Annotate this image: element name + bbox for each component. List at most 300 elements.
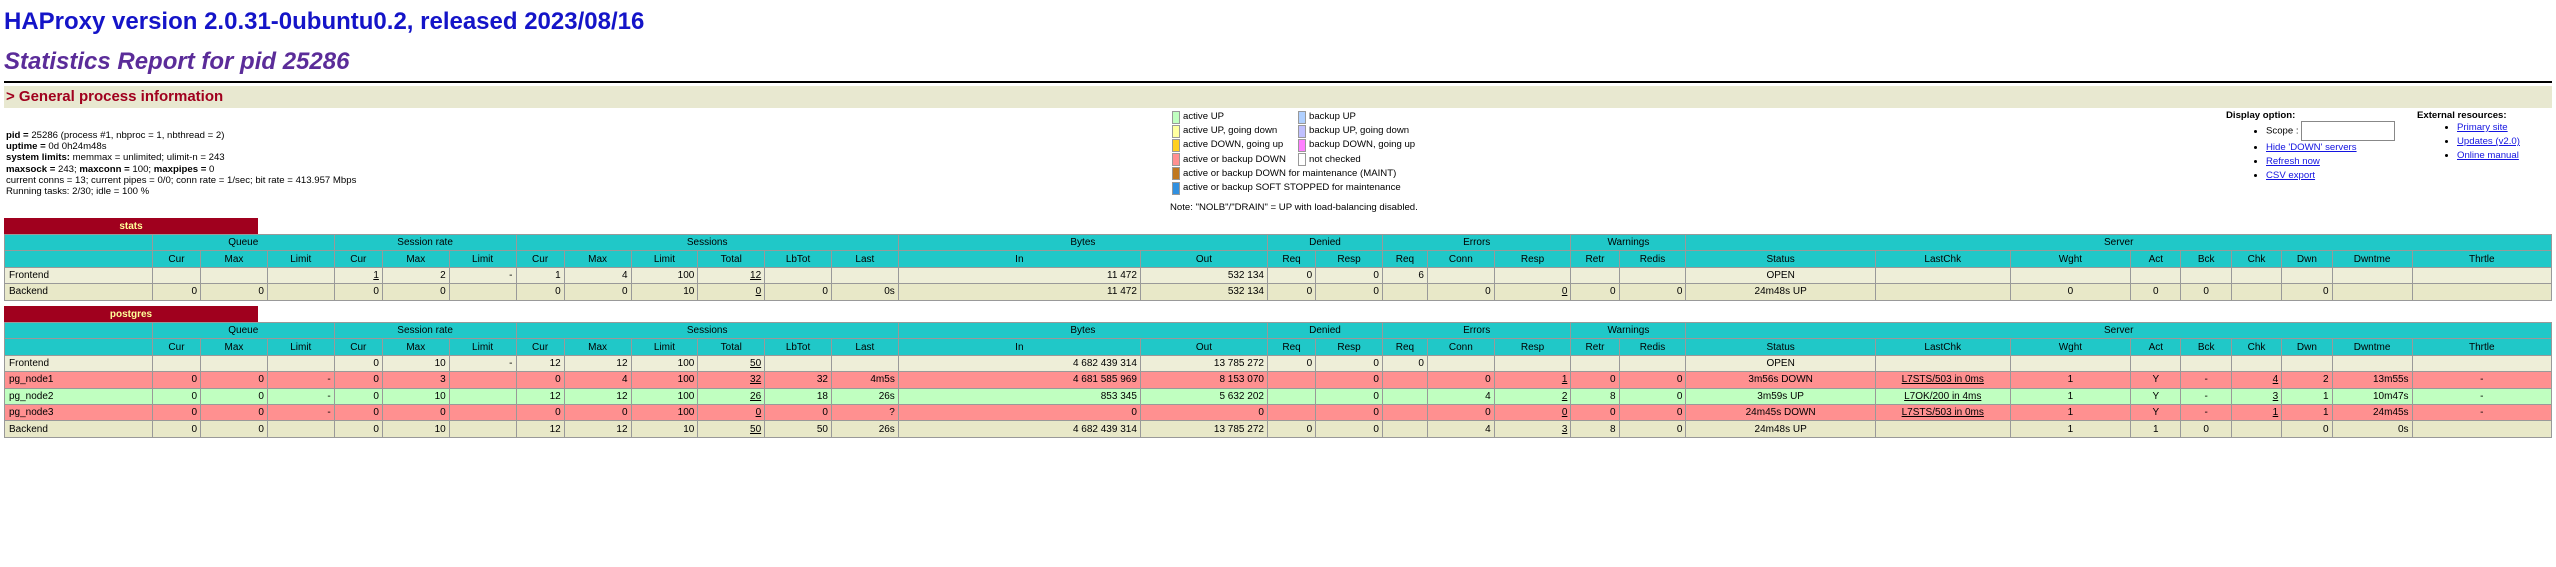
table-cell: 0 — [1619, 284, 1686, 300]
table-cell: 8 — [1571, 388, 1619, 404]
table-cell — [449, 284, 516, 300]
table-cell — [1382, 404, 1427, 420]
table-cell[interactable]: 50 — [698, 355, 765, 371]
page-title: HAProxy version 2.0.31-0ubuntu0.2, released 2023/08/16 — [4, 8, 645, 35]
column-header: Max — [564, 251, 631, 267]
table-cell: 1 — [2010, 372, 2130, 388]
table-cell: OPEN — [1686, 267, 1876, 283]
table-cell: 2 — [2282, 372, 2332, 388]
table-cell[interactable]: 0 — [1494, 404, 1571, 420]
hide-down-link[interactable]: Hide 'DOWN' servers — [2266, 142, 2357, 153]
table-cell — [449, 388, 516, 404]
legend-swatch — [1172, 111, 1180, 124]
divider — [4, 81, 2552, 83]
column-header: Bck — [2181, 251, 2231, 267]
table-cell: 853 345 — [898, 388, 1140, 404]
table-cell: 100 — [631, 267, 698, 283]
table-cell: - — [449, 267, 516, 283]
table-cell: 24m48s UP — [1686, 421, 1876, 437]
table-cell: 100 — [631, 372, 698, 388]
legend-label: active or backup SOFT STOPPED for maintenance — [1183, 181, 1401, 193]
table-cell: 1 — [2282, 404, 2332, 420]
group-header: Denied — [1267, 235, 1382, 251]
column-header: Max — [201, 339, 268, 355]
group-header — [5, 235, 153, 251]
legend-item — [1298, 153, 1415, 167]
table-cell: 0 — [334, 404, 382, 420]
table-cell[interactable]: 50 — [698, 421, 765, 437]
table-cell: 0 — [1316, 267, 1383, 283]
row-name[interactable]: pg_node3 — [5, 404, 153, 420]
table-cell: 12 — [516, 355, 564, 371]
column-header: Cur — [516, 251, 564, 267]
table-row — [5, 284, 2552, 300]
table-cell — [2010, 355, 2130, 371]
table-cell: 0 — [1619, 372, 1686, 388]
column-header: Status — [1686, 251, 1876, 267]
table-cell: 1 — [516, 267, 564, 283]
table-cell: 0 — [201, 404, 268, 420]
table-cell: - — [2412, 372, 2551, 388]
legend-item — [1172, 167, 1401, 181]
table-cell: L7STS/503 in 0ms — [1875, 404, 2010, 420]
table-cell[interactable]: 1 — [1494, 372, 1571, 388]
column-header: Last — [831, 339, 898, 355]
table-cell[interactable]: 4 — [2231, 372, 2281, 388]
group-header: Queue — [152, 235, 334, 251]
legend-swatch — [1172, 125, 1180, 138]
table-cell[interactable]: 1 — [2231, 404, 2281, 420]
group-header: Bytes — [898, 323, 1267, 339]
table-cell: 12 — [564, 421, 631, 437]
table-cell — [449, 421, 516, 437]
table-cell[interactable]: 2 — [1494, 388, 1571, 404]
table-cell: 0 — [334, 388, 382, 404]
table-cell: 0 — [152, 284, 200, 300]
table-cell — [1382, 421, 1427, 437]
csv-export-link[interactable]: CSV export — [2266, 170, 2316, 181]
table-cell — [2412, 284, 2551, 300]
table-cell: 0 — [898, 404, 1140, 420]
table-cell: 4 681 585 969 — [898, 372, 1140, 388]
table-cell: 0 — [765, 284, 832, 300]
table-cell: 3m59s UP — [1686, 388, 1876, 404]
table-cell: 0 — [1427, 372, 1494, 388]
table-cell — [267, 421, 334, 437]
column-header: Limit — [267, 339, 334, 355]
table-cell: 12 — [564, 388, 631, 404]
table-cell: 10m47s — [2332, 388, 2412, 404]
table-cell: 0 — [201, 388, 268, 404]
updates-link[interactable]: Updates (v2.0) — [2457, 136, 2520, 147]
table-cell — [1875, 421, 2010, 437]
table-cell: 8 — [1571, 421, 1619, 437]
table-cell: 100 — [631, 404, 698, 420]
table-cell — [1427, 355, 1494, 371]
legend-label: active UP — [1183, 111, 1225, 122]
column-header: Status — [1686, 339, 1876, 355]
legend-label: not checked — [1309, 153, 1361, 165]
table-cell: - — [2181, 372, 2231, 388]
table-cell: 0 — [1382, 355, 1427, 371]
table-cell: 0 — [1267, 284, 1315, 300]
column-header: Thrtle — [2412, 339, 2551, 355]
group-header: Errors — [1382, 323, 1570, 339]
table-cell: 0 — [334, 284, 382, 300]
column-header: Cur — [334, 251, 382, 267]
group-header — [5, 323, 153, 339]
table-cell: 0 — [152, 404, 200, 420]
table-cell: 0 — [1267, 267, 1315, 283]
table-cell: 4 — [564, 267, 631, 283]
column-header: Dwn — [2282, 251, 2332, 267]
column-header: Retr — [1571, 339, 1619, 355]
column-header: Redis — [1619, 339, 1686, 355]
table-cell: 3 — [382, 372, 449, 388]
table-cell — [1494, 355, 1571, 371]
row-name: Frontend — [5, 267, 153, 283]
table-cell: 12 — [516, 388, 564, 404]
column-header: Resp — [1494, 251, 1571, 267]
table-cell: OPEN — [1686, 355, 1876, 371]
legend-label: active or backup DOWN for maintenance (MAINT) — [1183, 167, 1397, 179]
table-cell: 4 — [1427, 421, 1494, 437]
column-header: In — [898, 251, 1140, 267]
row-name[interactable]: pg_node2 — [5, 388, 153, 404]
table-cell: 1 — [2010, 404, 2130, 420]
column-header: Limit — [449, 251, 516, 267]
row-name: Frontend — [5, 355, 153, 371]
column-header: Act — [2131, 339, 2181, 355]
table-cell — [449, 404, 516, 420]
primary-site-link[interactable]: Primary site — [2457, 122, 2508, 133]
table-cell — [1875, 355, 2010, 371]
column-header: Cur — [334, 339, 382, 355]
table-cell: 13 785 272 — [1140, 355, 1267, 371]
group-header: Server — [1686, 235, 2552, 251]
legend-label: backup DOWN, going up — [1309, 139, 1416, 151]
table-cell[interactable]: 1 — [334, 267, 382, 283]
column-header: Req — [1267, 339, 1315, 355]
row-name: Backend — [5, 421, 153, 437]
table-cell: 24m48s UP — [1686, 284, 1876, 300]
column-header: Max — [382, 339, 449, 355]
column-header: Limit — [631, 339, 698, 355]
legend-swatch — [1298, 153, 1306, 166]
table-cell: 0 — [516, 372, 564, 388]
table-cell[interactable]: 0 — [698, 404, 765, 420]
table-cell: 0 — [1571, 404, 1619, 420]
table-cell: 0 — [1316, 284, 1383, 300]
column-header: Dwn — [2282, 339, 2332, 355]
table-cell: 0 — [564, 284, 631, 300]
table-cell: 0 — [2181, 284, 2231, 300]
table-cell: 0 — [1619, 421, 1686, 437]
table-cell: 0 — [765, 404, 832, 420]
table-cell: - — [267, 388, 334, 404]
external-resources: External resources: • Primary site • Updates (v2.0) • Online manual — [2417, 110, 2520, 163]
column-header: Wght — [2010, 251, 2130, 267]
table-cell: 13m55s — [2332, 372, 2412, 388]
table-cell[interactable]: 0 — [698, 284, 765, 300]
general-process-info-header: > General process information — [4, 86, 2552, 108]
column-header: Max — [201, 251, 268, 267]
table-cell — [267, 355, 334, 371]
table-cell: 0 — [201, 372, 268, 388]
column-header: Req — [1267, 251, 1315, 267]
column-header: Act — [2131, 251, 2181, 267]
table-row — [5, 355, 2552, 371]
table-cell: Y — [2131, 372, 2181, 388]
column-header: Out — [1140, 339, 1267, 355]
table-cell: 0 — [2282, 284, 2332, 300]
column-header: Limit — [267, 251, 334, 267]
column-header — [5, 339, 153, 355]
table-cell[interactable]: 32 — [698, 372, 765, 388]
column-header: Req — [1382, 251, 1427, 267]
table-cell: 532 134 — [1140, 284, 1267, 300]
table-cell: 0 — [1571, 372, 1619, 388]
table-cell — [1382, 284, 1427, 300]
table-cell — [2010, 267, 2130, 283]
table-cell — [1875, 267, 2010, 283]
column-header: In — [898, 339, 1140, 355]
table-cell: 5 632 202 — [1140, 388, 1267, 404]
table-cell: 0 — [1267, 421, 1315, 437]
proxy-name-postgres[interactable]: postgres — [4, 306, 258, 323]
table-cell — [152, 267, 200, 283]
table-cell: 0 — [564, 404, 631, 420]
table-cell: 0 — [201, 421, 268, 437]
group-header: Errors — [1382, 235, 1570, 251]
table-cell — [2332, 355, 2412, 371]
table-cell: 0 — [1316, 404, 1383, 420]
column-header: Conn — [1427, 339, 1494, 355]
table-cell: 11 472 — [898, 267, 1140, 283]
group-header: Sessions — [516, 323, 898, 339]
table-cell: 12 — [516, 421, 564, 437]
table-cell — [201, 355, 268, 371]
table-cell: 0 — [382, 284, 449, 300]
page-subtitle: Statistics Report for pid 25286 — [4, 48, 350, 75]
column-header: Max — [564, 339, 631, 355]
legend-right — [1298, 110, 1415, 167]
legend-item — [1172, 181, 1401, 195]
table-cell: 0 — [1427, 404, 1494, 420]
table-cell — [201, 267, 268, 283]
table-cell[interactable]: 3 — [2231, 388, 2281, 404]
scope-input[interactable] — [2301, 121, 2395, 141]
column-header: Out — [1140, 251, 1267, 267]
column-header: Conn — [1427, 251, 1494, 267]
table-cell: 0s — [831, 284, 898, 300]
table-cell[interactable]: 26 — [698, 388, 765, 404]
table-cell: 0 — [516, 404, 564, 420]
table-cell: 4 682 439 314 — [898, 355, 1140, 371]
column-header: Redis — [1619, 251, 1686, 267]
group-header: Sessions — [516, 235, 898, 251]
table-cell: 26s — [831, 388, 898, 404]
table-row — [5, 372, 2552, 388]
table-cell: 100 — [631, 388, 698, 404]
proxy-table-postgres — [4, 322, 2552, 438]
table-cell — [1382, 388, 1427, 404]
table-cell: 4 682 439 314 — [898, 421, 1140, 437]
table-cell — [267, 267, 334, 283]
table-cell — [152, 355, 200, 371]
table-cell: 26s — [831, 421, 898, 437]
table-cell: 1 — [2131, 421, 2181, 437]
refresh-link[interactable]: Refresh now — [2266, 156, 2320, 167]
table-cell: 0s — [2332, 421, 2412, 437]
table-cell — [765, 355, 832, 371]
column-header: Dwntme — [2332, 251, 2412, 267]
table-cell — [2231, 267, 2281, 283]
legend-item — [1298, 124, 1415, 138]
table-cell: 24m45s DOWN — [1686, 404, 1876, 420]
table-cell: 0 — [1316, 421, 1383, 437]
legend-item — [1298, 138, 1415, 152]
table-cell[interactable]: 0 — [1494, 284, 1571, 300]
column-header: Chk — [2231, 339, 2281, 355]
legend-label: active UP, going down — [1183, 125, 1278, 137]
table-cell: 10 — [631, 421, 698, 437]
legend-item — [1298, 110, 1415, 124]
table-cell: 10 — [382, 388, 449, 404]
group-header: Queue — [152, 323, 334, 339]
table-cell: 0 — [2131, 284, 2181, 300]
table-cell: 50 — [765, 421, 832, 437]
table-cell: 100 — [631, 355, 698, 371]
table-cell: Y — [2131, 404, 2181, 420]
table-cell — [2131, 355, 2181, 371]
table-cell: 12 — [564, 355, 631, 371]
table-cell: 0 — [334, 372, 382, 388]
table-cell — [267, 284, 334, 300]
table-cell: 0 — [334, 421, 382, 437]
table-cell[interactable]: 12 — [698, 267, 765, 283]
table-cell: 0 — [1427, 284, 1494, 300]
table-cell — [1875, 284, 2010, 300]
legend-note: Note: "NOLB"/"DRAIN" = UP with load-balancing disabled. — [1170, 202, 1418, 213]
column-header: Resp — [1316, 251, 1383, 267]
table-cell: 24m45s — [2332, 404, 2412, 420]
table-cell — [2231, 284, 2281, 300]
table-cell — [1267, 388, 1315, 404]
table-cell: 0 — [1619, 388, 1686, 404]
table-cell — [1494, 267, 1571, 283]
table-cell: 0 — [152, 421, 200, 437]
table-cell — [2231, 355, 2281, 371]
table-cell — [2412, 355, 2551, 371]
table-cell: 2 — [382, 267, 449, 283]
table-cell — [2412, 421, 2551, 437]
table-cell — [2412, 267, 2551, 283]
table-cell: 0 — [1571, 284, 1619, 300]
column-header: Resp — [1316, 339, 1383, 355]
table-cell: - — [2412, 388, 2551, 404]
table-cell: 0 — [334, 355, 382, 371]
table-cell — [1571, 355, 1619, 371]
table-cell — [831, 355, 898, 371]
table-row — [5, 388, 2552, 404]
proxy-name-stats[interactable]: stats — [4, 218, 258, 235]
table-cell — [2131, 267, 2181, 283]
table-row — [5, 421, 2552, 437]
table-cell: 10 — [382, 421, 449, 437]
column-header: Resp — [1494, 339, 1571, 355]
column-header: Total — [698, 251, 765, 267]
table-cell: Y — [2131, 388, 2181, 404]
group-header: Bytes — [898, 235, 1267, 251]
online-manual-link[interactable]: Online manual — [2457, 150, 2519, 161]
table-cell: 32 — [765, 372, 832, 388]
table-cell — [1619, 267, 1686, 283]
display-options: Display option: • Scope : • Hide 'DOWN' servers • Refresh now • CSV export — [2226, 110, 2395, 183]
table-cell: 10 — [631, 284, 698, 300]
table-cell: L7OK/200 in 4ms — [1875, 388, 2010, 404]
column-header: Cur — [516, 339, 564, 355]
table-cell[interactable]: 3 — [1494, 421, 1571, 437]
table-cell: - — [267, 372, 334, 388]
table-cell: 1 — [2010, 421, 2130, 437]
column-header: Last — [831, 251, 898, 267]
table-cell: 0 — [1619, 404, 1686, 420]
column-header: Limit — [631, 251, 698, 267]
column-header — [5, 251, 153, 267]
process-info: pid = 25286 (process #1, nbproc = 1, nbthread = 2) uptime = 0d 0h24m48s system limits: memmax = unlimited; ulimit-n = 243 maxsock = 243; maxconn = 100; maxpipes = 0 current conns = 13; current pipes = 0/0; conn rate = 1/sec; bit rate = 413.957 Mbps Running tasks: 2/30; idle = 100 % — [6, 130, 357, 198]
table-cell: 11 472 — [898, 284, 1140, 300]
table-cell: 0 — [1140, 404, 1267, 420]
table-cell: 4 — [564, 372, 631, 388]
legend-swatch — [1172, 153, 1180, 166]
column-header: Wght — [2010, 339, 2130, 355]
legend-swatch — [1172, 139, 1180, 152]
column-header: Req — [1382, 339, 1427, 355]
row-name[interactable]: pg_node1 — [5, 372, 153, 388]
group-header: Session rate — [334, 323, 516, 339]
column-header: LbTot — [765, 251, 832, 267]
table-cell — [1382, 372, 1427, 388]
table-cell: - — [2181, 404, 2231, 420]
table-row — [5, 404, 2552, 420]
table-cell: 4 — [1427, 388, 1494, 404]
table-cell — [449, 372, 516, 388]
table-row — [5, 267, 2552, 283]
table-cell: - — [2412, 404, 2551, 420]
table-cell: L7STS/503 in 0ms — [1875, 372, 2010, 388]
table-cell: 0 — [152, 388, 200, 404]
table-cell — [2181, 355, 2231, 371]
table-cell — [2282, 355, 2332, 371]
legend-swatch — [1172, 182, 1180, 195]
table-cell: 0 — [1316, 355, 1383, 371]
table-cell — [2332, 267, 2412, 283]
legend-swatch — [1298, 139, 1306, 152]
scope-item: • Scope : — [2266, 121, 2395, 141]
table-cell — [831, 267, 898, 283]
table-cell: 0 — [201, 284, 268, 300]
table-cell: 18 — [765, 388, 832, 404]
table-cell: 8 153 070 — [1140, 372, 1267, 388]
table-cell — [2282, 267, 2332, 283]
table-cell: 1 — [2282, 388, 2332, 404]
legend-swatch — [1172, 167, 1180, 180]
column-header: Cur — [152, 339, 200, 355]
table-cell: 0 — [382, 404, 449, 420]
column-header: LastChk — [1875, 339, 2010, 355]
table-cell — [1267, 372, 1315, 388]
